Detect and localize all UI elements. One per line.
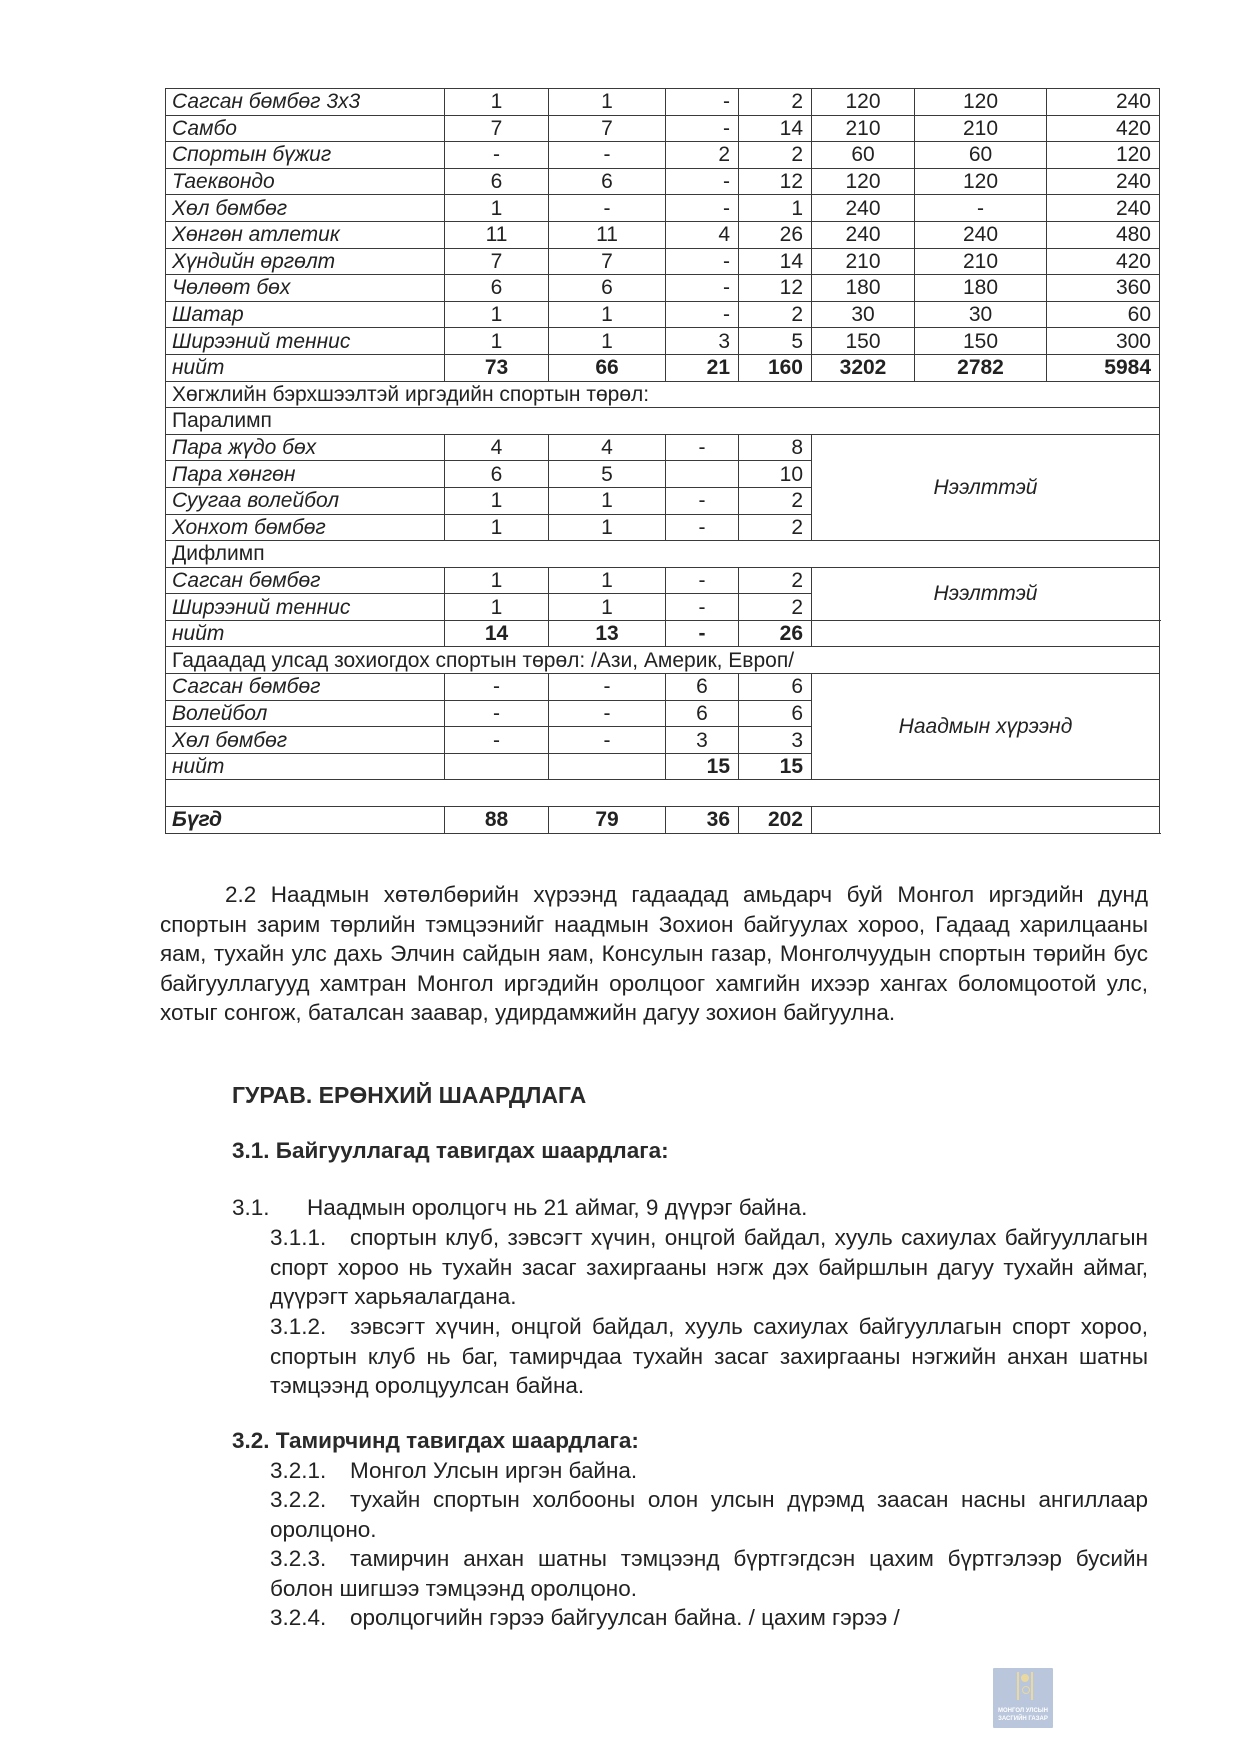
total-label: нийт xyxy=(166,354,445,381)
grand-total-row xyxy=(166,807,1160,834)
sport-name: Шатар xyxy=(166,301,445,328)
mongolian-government-emblem-icon xyxy=(1017,1672,1033,1700)
cell-c3: 6 xyxy=(666,700,739,727)
item-text: Наадмын оролцогч нь 21 аймаг, 9 дүүрэг байна. xyxy=(307,1195,808,1220)
cell-c4: 2 xyxy=(739,301,812,328)
cell-c5: 240 xyxy=(812,221,915,248)
cell-c4: 8 xyxy=(739,434,812,461)
cell-c3: 21 xyxy=(666,354,739,381)
cell-c4: 2 xyxy=(739,594,812,621)
cell-c1: 1 xyxy=(445,567,549,594)
stamp-line-2: ЗАСГИЙН ГАЗАР xyxy=(998,1716,1048,1722)
cell-c4: 1 xyxy=(739,195,812,222)
cell-c2: - xyxy=(549,727,666,754)
cell-c7: 480 xyxy=(1047,221,1160,248)
section-row xyxy=(166,541,1160,568)
cell-c2: 1 xyxy=(549,89,666,116)
section-3-title: ГУРАВ. ЕРӨНХИЙ ШААРДЛАГА xyxy=(232,1082,587,1108)
cell-c3: - xyxy=(666,594,739,621)
sport-name: Спортын бүжиг xyxy=(166,142,445,169)
cell-c1: - xyxy=(445,142,549,169)
sport-name: Пара хөнгөн xyxy=(166,461,445,488)
cell-c2: 1 xyxy=(549,328,666,355)
item-number: 3.1.2. xyxy=(270,1314,327,1339)
section-row xyxy=(166,408,1160,435)
sport-name: Таеквондо xyxy=(166,168,445,195)
item-number: 3.2.3. xyxy=(270,1546,327,1571)
sport-name: Сагсан бөмбөг 3х3 xyxy=(166,89,445,116)
sport-name: Самбо xyxy=(166,115,445,142)
empty-cell xyxy=(812,807,1160,834)
cell-c4: 15 xyxy=(739,753,812,780)
total-label: нийт xyxy=(166,753,445,780)
cell-c4: 14 xyxy=(739,115,812,142)
sport-name: Хөл бөмбөг xyxy=(166,195,445,222)
cell-c1: 7 xyxy=(445,248,549,275)
cell-c3: 15 xyxy=(666,753,739,780)
sport-name: Хөл бөмбөг xyxy=(166,727,445,754)
cell-c5: 30 xyxy=(812,301,915,328)
empty-cell xyxy=(812,620,1160,647)
cell-c4: 2 xyxy=(739,514,812,541)
cell-c3: - xyxy=(666,248,739,275)
cell-c1: - xyxy=(445,700,549,727)
sport-name: Сагсан бөмбөг xyxy=(166,567,445,594)
cell-c6: 30 xyxy=(915,301,1047,328)
cell-c1: 1 xyxy=(445,328,549,355)
table-row xyxy=(166,168,1160,195)
item-text: тухайн спортын холбооны олон улсын дүрэмд заасан насны ангиллаар оролцоно. xyxy=(270,1487,1148,1542)
cell-c3: 36 xyxy=(666,807,739,834)
cell-c5: 180 xyxy=(812,275,915,302)
cell-c1: 11 xyxy=(445,221,549,248)
table-row xyxy=(166,275,1160,302)
sport-name: Волейбол xyxy=(166,700,445,727)
sport-name: Суугаа волейбол xyxy=(166,487,445,514)
cell-c7: 5984 xyxy=(1047,354,1160,381)
cell-c4: 12 xyxy=(739,168,812,195)
cell-c3: - xyxy=(666,620,739,647)
table-row xyxy=(166,301,1160,328)
cell-c5: 210 xyxy=(812,115,915,142)
cell-c3: 3 xyxy=(666,727,739,754)
cell-c2: 6 xyxy=(549,168,666,195)
section-row xyxy=(166,381,1160,408)
total-row xyxy=(166,354,1160,381)
cell-c1: 7 xyxy=(445,115,549,142)
cell-c4: 2 xyxy=(739,487,812,514)
subsection-3-1-title: 3.1. Байгууллагад тавигдах шаардлага: xyxy=(232,1138,669,1163)
sport-name: Ширээний теннис xyxy=(166,328,445,355)
paragraph-2-2 xyxy=(160,880,1148,1028)
subsection-3-2-title: 3.2. Тамирчинд тавигдах шаардлага: xyxy=(232,1428,639,1453)
cell-c4: 2 xyxy=(739,142,812,169)
item-3-2-2 xyxy=(270,1485,1148,1544)
cell-c7: 240 xyxy=(1047,89,1160,116)
item-3-1-1 xyxy=(270,1223,1148,1312)
cell-c2 xyxy=(549,753,666,780)
cell-c4: 3 xyxy=(739,727,812,754)
cell-c3: 4 xyxy=(666,221,739,248)
table-row xyxy=(166,195,1160,222)
cell-c6: - xyxy=(915,195,1047,222)
table-row xyxy=(166,434,1160,461)
cell-c3: 3 xyxy=(666,328,739,355)
cell-c1: 88 xyxy=(445,807,549,834)
cell-c6: 120 xyxy=(915,89,1047,116)
cell-c2: 11 xyxy=(549,221,666,248)
cell-c6: 240 xyxy=(915,221,1047,248)
cell-c7: 240 xyxy=(1047,168,1160,195)
cell-c2: 13 xyxy=(549,620,666,647)
cell-c6: 60 xyxy=(915,142,1047,169)
cell-c1: 4 xyxy=(445,434,549,461)
item-number: 3.2.1. xyxy=(270,1458,327,1483)
grand-total-label: Бүгд xyxy=(166,807,445,834)
item-number: 3.2.4. xyxy=(270,1605,327,1630)
sports-table xyxy=(165,88,1160,834)
table-row xyxy=(166,89,1160,116)
cell-c1: 1 xyxy=(445,301,549,328)
item-number: 3.2.2. xyxy=(270,1487,327,1512)
cell-c1: 1 xyxy=(445,594,549,621)
table-row xyxy=(166,221,1160,248)
cell-c1: 6 xyxy=(445,275,549,302)
cell-c3: - xyxy=(666,514,739,541)
cell-c3: - xyxy=(666,434,739,461)
cell-c7: 60 xyxy=(1047,301,1160,328)
cell-c2: - xyxy=(549,195,666,222)
cell-c3: - xyxy=(666,168,739,195)
cell-c3: - xyxy=(666,487,739,514)
cell-c7: 300 xyxy=(1047,328,1160,355)
total-row xyxy=(166,620,1160,647)
sport-name: Чөлөөт бөх xyxy=(166,275,445,302)
cell-c4: 6 xyxy=(739,700,812,727)
item-text: спортын клуб, зэвсэгт хүчин, онцгой байдал, хууль сахиулах байгууллагын спорт хороо нь тухайн засаг захиргааны нэгж дэх байршлын дагуу тухайн аймаг, дүүрэгт харьяалагдана. xyxy=(270,1225,1148,1309)
cell-c5: 60 xyxy=(812,142,915,169)
total-label: нийт xyxy=(166,620,445,647)
cell-c5: 3202 xyxy=(812,354,915,381)
item-text: Монгол Улсын иргэн байна. xyxy=(350,1458,638,1483)
cell-c2: 1 xyxy=(549,514,666,541)
cell-c7: 420 xyxy=(1047,115,1160,142)
table-row xyxy=(166,142,1160,169)
cell-c5: 120 xyxy=(812,89,915,116)
sport-name: Хонхот бөмбөг xyxy=(166,514,445,541)
cell-c3: - xyxy=(666,195,739,222)
table-row xyxy=(166,248,1160,275)
cell-c3 xyxy=(666,461,739,488)
cell-c1 xyxy=(445,753,549,780)
cell-c7: 420 xyxy=(1047,248,1160,275)
cell-c3: - xyxy=(666,115,739,142)
cell-c2: - xyxy=(549,142,666,169)
section-heading-deaflympic: Дифлимп xyxy=(166,541,1160,568)
cell-c3: - xyxy=(666,89,739,116)
cell-c4: 160 xyxy=(739,354,812,381)
cell-c6: 150 xyxy=(915,328,1047,355)
paralympic-note: Нээлттэй xyxy=(812,434,1160,540)
table-row xyxy=(166,674,1160,701)
section-heading-abroad: Гадаадад улсад зохиогдох спортын төрөл: /Ази, Америк, Европ/ xyxy=(166,647,1160,674)
blank-cell xyxy=(166,780,1160,807)
cell-c6: 180 xyxy=(915,275,1047,302)
item-number: 3.1. xyxy=(232,1195,270,1220)
cell-c2: - xyxy=(549,700,666,727)
cell-c2: 6 xyxy=(549,275,666,302)
item-text: зэвсэгт хүчин, онцгой байдал, хууль сахиулах байгууллагын спорт хороо, спортын клуб нь баг, тамирчдаа тухайн засаг захиргааны нэгжийн анхан шатны тэмцээнд оролцуулсан байна. xyxy=(270,1314,1148,1398)
cell-c4: 2 xyxy=(739,567,812,594)
cell-c6: 120 xyxy=(915,168,1047,195)
section-row xyxy=(166,647,1160,674)
government-stamp xyxy=(993,1668,1053,1728)
cell-c2: 7 xyxy=(549,248,666,275)
cell-c1: 6 xyxy=(445,461,549,488)
cell-c7: 360 xyxy=(1047,275,1160,302)
section-heading-paralympic: Паралимп xyxy=(166,408,1160,435)
cell-c1: 14 xyxy=(445,620,549,647)
cell-c2: 1 xyxy=(549,301,666,328)
cell-c5: 240 xyxy=(812,195,915,222)
cell-c4: 26 xyxy=(739,620,812,647)
cell-c4: 202 xyxy=(739,807,812,834)
cell-c6: 210 xyxy=(915,115,1047,142)
section-heading-disability: Хөгжлийн бэрхшээлтэй иргэдийн спортын төрөл: xyxy=(166,381,1160,408)
item-3-1-2 xyxy=(270,1312,1148,1401)
cell-c1: 6 xyxy=(445,168,549,195)
cell-c2: 5 xyxy=(549,461,666,488)
cell-c7: 240 xyxy=(1047,195,1160,222)
cell-c4: 12 xyxy=(739,275,812,302)
cell-c5: 210 xyxy=(812,248,915,275)
item-number: 3.1.1. xyxy=(270,1225,327,1250)
cell-c1: 1 xyxy=(445,487,549,514)
cell-c4: 6 xyxy=(739,674,812,701)
stamp-line-1: МОНГОЛ УЛСЫН xyxy=(998,1708,1048,1714)
cell-c6: 2782 xyxy=(915,354,1047,381)
cell-c1: 73 xyxy=(445,354,549,381)
cell-c2: 1 xyxy=(549,594,666,621)
cell-c1: 1 xyxy=(445,514,549,541)
blank-row xyxy=(166,780,1160,807)
cell-c5: 150 xyxy=(812,328,915,355)
sport-name: Сагсан бөмбөг xyxy=(166,674,445,701)
paragraph-2-2-text: 2.2 Наадмын хөтөлбөрийн хүрээнд гадаадад амьдарч буй Монгол иргэдийн дунд спортын зарим төрлийн тэмцээнийг наадмын Зохион байгуулах хороо, Гадаад харилцааны яам, тухайн улс дахь Элчин сайдын яам, Консулын газар, Монголчуудын спортын төрийн бус байгууллагууд хамтран Монгол иргэдийн оролцоог хамгийн ихээр хангах боломцоотой улс, хотыг сонгож, баталсан заавар, удирдамжийн дагуу зохион байгуулна. xyxy=(160,882,1148,1025)
cell-c4: 2 xyxy=(739,89,812,116)
cell-c2: 4 xyxy=(549,434,666,461)
sport-name: Пара жүдо бөх xyxy=(166,434,445,461)
table-row xyxy=(166,567,1160,594)
cell-c3: - xyxy=(666,275,739,302)
cell-c2: 7 xyxy=(549,115,666,142)
cell-c5: 120 xyxy=(812,168,915,195)
item-3-2-3 xyxy=(270,1544,1148,1603)
cell-c2: 1 xyxy=(549,487,666,514)
sport-name: Хүндийн өргөлт xyxy=(166,248,445,275)
cell-c3: 2 xyxy=(666,142,739,169)
cell-c1: - xyxy=(445,727,549,754)
cell-c3: - xyxy=(666,567,739,594)
item-text: тамирчин анхан шатны тэмцээнд бүртгэгдсэн цахим бүртгэлээр бусийн болон шигшээ тэмцээнд оролцоно. xyxy=(270,1546,1148,1601)
table-row xyxy=(166,115,1160,142)
deaflympic-note: Нээлттэй xyxy=(812,567,1160,620)
item-3-2-1 xyxy=(270,1456,1148,1486)
cell-c4: 26 xyxy=(739,221,812,248)
item-3-1 xyxy=(232,1193,807,1223)
item-3-2-4 xyxy=(270,1603,1148,1633)
cell-c1: - xyxy=(445,674,549,701)
cell-c6: 210 xyxy=(915,248,1047,275)
cell-c1: 1 xyxy=(445,195,549,222)
item-text: оролцогчийн гэрээ байгуулсан байна. / цахим гэрээ / xyxy=(350,1605,900,1630)
cell-c4: 10 xyxy=(739,461,812,488)
cell-c3: 6 xyxy=(666,674,739,701)
table-row xyxy=(166,328,1160,355)
cell-c3: - xyxy=(666,301,739,328)
cell-c4: 14 xyxy=(739,248,812,275)
cell-c2: - xyxy=(549,674,666,701)
sport-name: Хөнгөн атлетик xyxy=(166,221,445,248)
abroad-note: Наадмын хүрээнд xyxy=(812,674,1160,780)
cell-c2: 79 xyxy=(549,807,666,834)
cell-c2: 66 xyxy=(549,354,666,381)
cell-c2: 1 xyxy=(549,567,666,594)
cell-c7: 120 xyxy=(1047,142,1160,169)
sport-name: Ширээний теннис xyxy=(166,594,445,621)
cell-c1: 1 xyxy=(445,89,549,116)
cell-c4: 5 xyxy=(739,328,812,355)
